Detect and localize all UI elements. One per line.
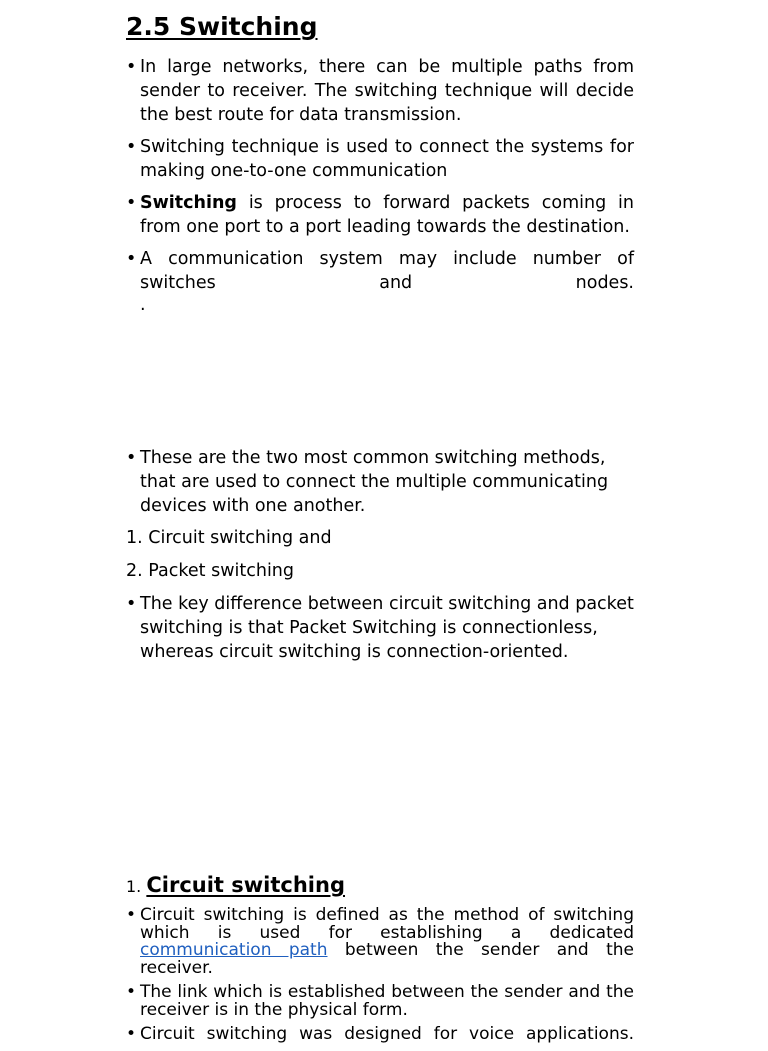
bullet-physical-link: • The link which is established between the sender and the receiver is in the physical form. (126, 982, 634, 1020)
bullet-icon: • (126, 448, 137, 468)
circuit-list (126, 907, 634, 1051)
bullet-multiple-paths: • In large networks, there can be multiple paths from sender to receiver. The switching technique will decide the best route for data transmission. (126, 57, 634, 125)
bullet-one-to-one: • Switching technique is used to connect the systems for making one-to-one communication (126, 137, 634, 181)
bullet-circuit-definition: • Circuit switching is defined as the method of switching which is used for establishing a dedicated communication path between the sender and the receiver. (126, 905, 634, 978)
bullet-icon: • (126, 57, 137, 77)
bullet-icon: • (126, 249, 137, 269)
stray-dot: . (140, 295, 146, 315)
bullet-icon: • (126, 1024, 137, 1044)
bullet-icon: • (126, 137, 137, 157)
bullet-icon: • (126, 905, 137, 925)
switching-term: Switching (140, 193, 237, 213)
circuit-switching-heading: 1. Circuit switching (126, 873, 345, 897)
methods-list (126, 446, 634, 672)
intro-list (126, 55, 634, 317)
method-item-packet: 2. Packet switching (126, 561, 295, 581)
bullet-voice-applications: • Circuit switching was designed for voice applications. (126, 1024, 634, 1044)
bullet-icon: • (126, 982, 137, 1002)
bullet-switching-definition: • Switching is process to forward packets coming in from one port to a port leading towards the destination. (126, 193, 634, 237)
bullet-communication-system: • A communication system may include number of switches and nodes. (126, 249, 634, 293)
communication-path-link[interactable]: communication path (140, 940, 328, 960)
bullet-key-difference: • The key difference between circuit switching and packet switching is that Packet Switching is connectionless, whereas circuit switching is connection-oriented. (126, 594, 634, 662)
bullet-icon: • (126, 193, 137, 213)
bullet-common-methods: • These are the two most common switching methods, that are used to connect the multiple communicating devices with one another. (126, 448, 609, 516)
method-item-circuit: 1. Circuit switching and (126, 528, 332, 548)
bullet-icon: • (126, 594, 137, 614)
page-title: 2.5 Switching (126, 12, 318, 41)
